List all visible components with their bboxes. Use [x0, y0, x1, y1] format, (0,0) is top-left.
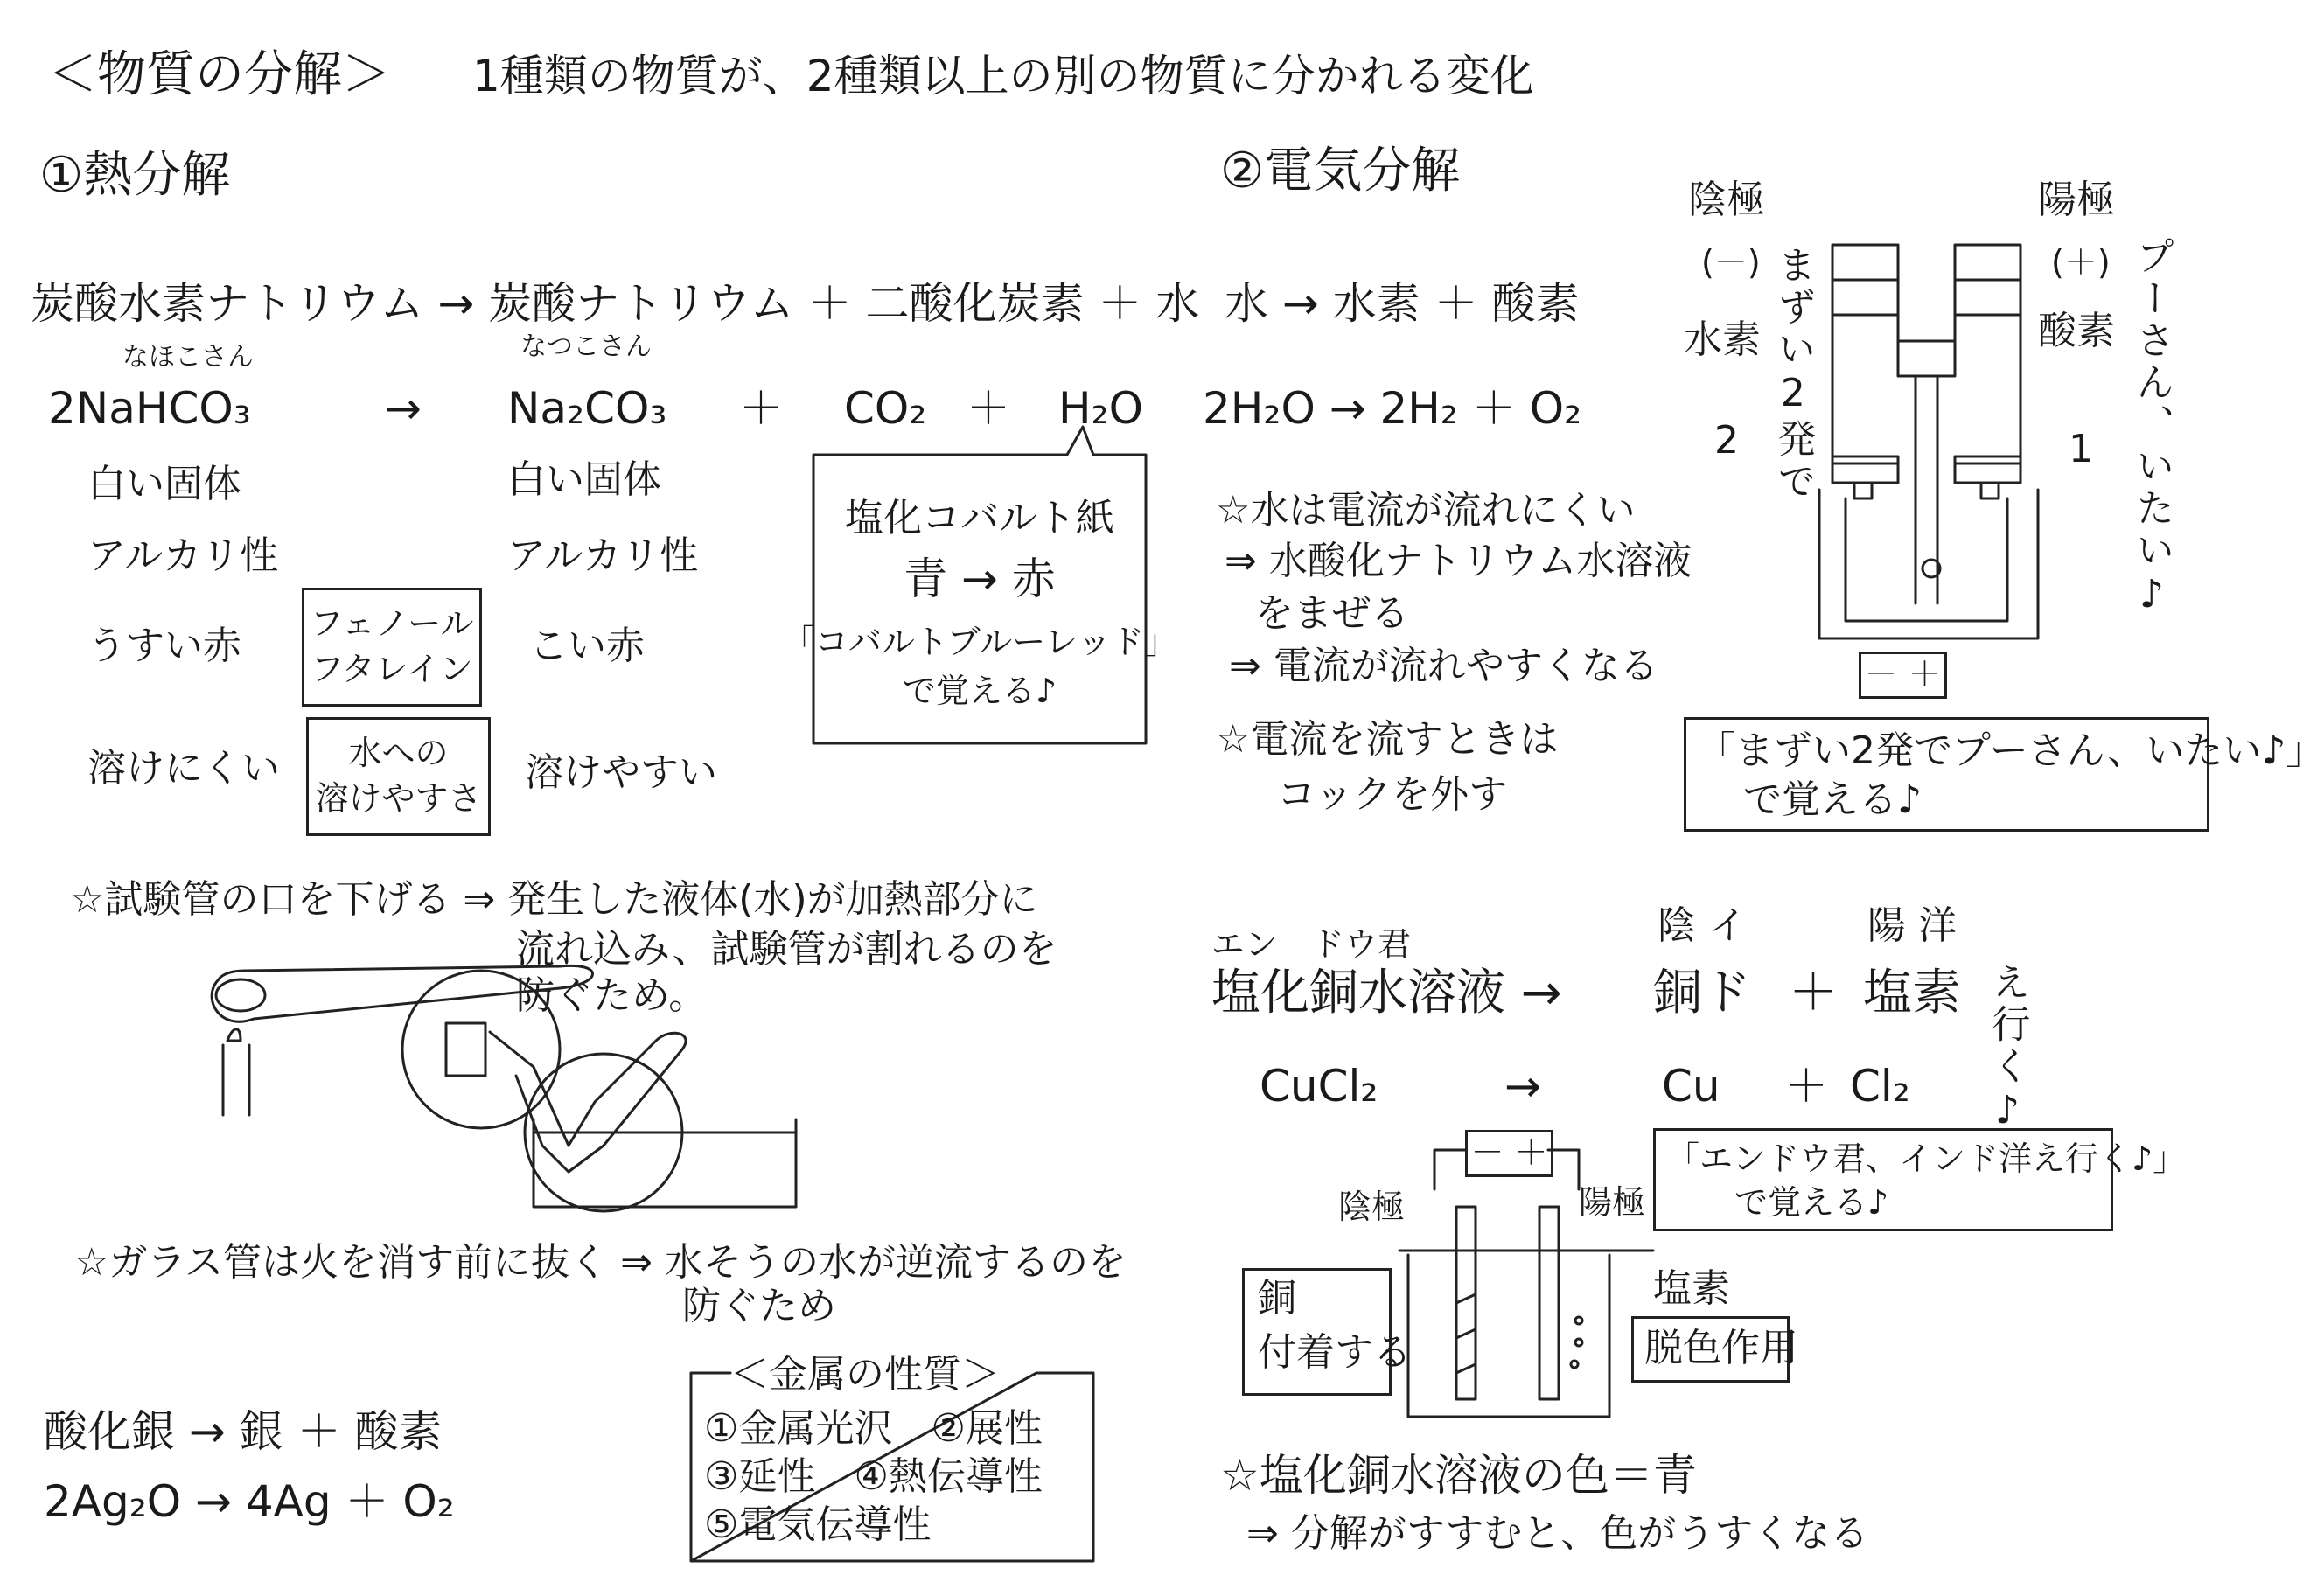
- right-prop-solubility: 溶けやすい: [525, 750, 717, 795]
- copper-product-copper: 銅ド: [1653, 965, 1751, 1021]
- copper-ruby-cathode: 陰 イ: [1658, 903, 1747, 948]
- testtube-note-line-2: 流れ込み、試験管が割れるのを: [516, 927, 1057, 972]
- silver-oxide-word-equation: 酸化銀 → 銀 ＋ 酸素: [44, 1406, 443, 1457]
- ruby-nahokosan: なほこさん: [122, 342, 254, 373]
- silver-oxide-formula: 2Ag₂O → 4Ag ＋ O₂: [44, 1476, 455, 1527]
- copper-label-2: 付着する: [1258, 1330, 1412, 1376]
- electro-note-4: ⇒ 電流が流れやすくなる: [1229, 644, 1658, 688]
- oxygen-ratio: 1: [2069, 427, 2093, 471]
- formula-co2: CO₂: [844, 383, 927, 434]
- formula-plus-1: ＋: [739, 383, 783, 434]
- copper-formula-plus: ＋: [1784, 1061, 1828, 1112]
- left-prop-solid: 白い固体: [87, 462, 241, 506]
- water-solubility-label-box: [306, 717, 491, 836]
- glass-tube-note-line-2: 防ぐため: [682, 1284, 836, 1328]
- copper-vertical-text: え行く♪: [1985, 962, 2030, 1136]
- ruby-natsukosan: なつこさん: [520, 331, 652, 362]
- electrolysis-mnemonic-2: で覚える♪: [1743, 777, 1923, 823]
- metal-properties-row-3: ⑤電気伝導性: [704, 1502, 932, 1547]
- testtube-note-line-3: 防ぐため。: [516, 973, 708, 1018]
- anode-plus: (＋): [2051, 243, 2111, 282]
- formula-reactant: 2NaHCO₃: [48, 383, 251, 434]
- copper-formula-reactant: CuCl₂: [1260, 1061, 1378, 1112]
- page-title: ＜物質の分解＞: [48, 46, 391, 103]
- copper-mnemonic-2: で覚える♪: [1734, 1182, 1889, 1222]
- cathode-label: 陰極: [1688, 178, 1765, 222]
- copper-anode-label: 陽極: [1579, 1183, 1646, 1222]
- metal-properties-row-1: ①金属光沢 ②展性: [704, 1406, 1043, 1451]
- electro-note-3: をまぜる: [1255, 591, 1409, 636]
- cobalt-line-3: 「コバルトブルーレッド」: [781, 622, 1178, 661]
- right-prop-alkaline: アルカリ性: [507, 533, 699, 578]
- water-formula: 2H₂O → 2H₂ ＋ O₂: [1203, 383, 1582, 434]
- h-tube-apparatus-sketch: [1819, 227, 2073, 700]
- definition-text: 1種類の物質が、2種類以上の別の物質に分かれる変化: [472, 51, 1534, 101]
- cobalt-line-4: で覚える♪: [902, 671, 1057, 710]
- copper-deposit-label-box: [1242, 1268, 1412, 1396]
- thermal-heading: ①熱分解: [39, 147, 231, 204]
- copper-mnemonic-box: [1653, 1128, 2187, 1231]
- mnemonic-vertical-left: まずい2発で: [1770, 245, 1816, 503]
- phenol-label-2: フタレイン: [311, 650, 473, 688]
- electro-note-6: コックを外す: [1277, 772, 1508, 817]
- cobalt-note: [781, 472, 1178, 735]
- thermal-word-equation: 炭酸水素ナトリウム → 炭酸ナトリウム ＋ 二酸化炭素 ＋ 水: [31, 278, 1200, 329]
- electro-battery: [1859, 652, 1947, 699]
- chlorine-bleach-label-box: [1631, 1316, 1798, 1383]
- heating-apparatus-sketch: [192, 944, 822, 1216]
- left-prop-solubility: 溶けにくい: [87, 746, 280, 791]
- mnemonic-vertical-right: プーさん、いたい♪: [2129, 236, 2174, 620]
- right-prop-solid: 白い固体: [507, 457, 661, 502]
- copper-formula-cu: Cu: [1662, 1061, 1720, 1112]
- copper-word-equation: 塩化銅水溶液 →: [1211, 965, 1562, 1021]
- copper-mnemonic-1: 「エンドウ君、インド洋え行く♪」: [1666, 1139, 2187, 1178]
- metal-properties-row-2: ③延性 ④熱伝導性: [704, 1454, 1043, 1499]
- oxygen-label: 酸素: [2038, 309, 2115, 353]
- copper-label-1: 銅: [1258, 1276, 1296, 1321]
- hydrogen-ratio: 2: [1714, 418, 1739, 463]
- copper-word-plus: ＋: [1789, 965, 1838, 1021]
- copper-cathode-label: 陰極: [1338, 1188, 1406, 1226]
- right-prop-color: こい赤: [529, 624, 645, 668]
- copper-formula-cl2: Cl₂: [1850, 1061, 1910, 1112]
- copper-chloride-apparatus-sketch: [1391, 1133, 1662, 1434]
- copper-note-1: ☆塩化銅水溶液の色＝青: [1220, 1450, 1697, 1501]
- cobalt-line-1: 塩化コバルト紙: [845, 495, 1114, 540]
- copper-formula-arrow: →: [1504, 1061, 1541, 1112]
- anode-label: 陽極: [2038, 178, 2115, 222]
- formula-plus-2: ＋: [967, 383, 1010, 434]
- copper-product-chlorine: 塩素: [1863, 965, 1961, 1021]
- left-prop-alkaline: アルカリ性: [87, 533, 279, 578]
- phenolphthalein-label-box: [302, 588, 482, 707]
- copper-note-2: ⇒ 分解がすすむと、色がうすくなる: [1246, 1511, 1869, 1556]
- electro-note-1: ☆水は電流が流れにくい: [1216, 488, 1636, 533]
- formula-arrow: →: [385, 383, 422, 434]
- chlorine-label-2: 脱色作用: [1644, 1326, 1798, 1370]
- glass-tube-note-line-1: ☆ガラス管は火を消す前に抜く ⇒ 水そうの水が逆流するのを: [74, 1240, 1127, 1285]
- formula-na2co3: Na₂CO₃: [507, 383, 667, 434]
- electrolysis-heading: ②電気分解: [1220, 143, 1461, 199]
- cobalt-line-2: 青 → 赤: [904, 553, 1056, 604]
- phenol-label-1: フェノール: [310, 604, 474, 644]
- copper-battery-label: － ＋: [1470, 1133, 1548, 1173]
- cathode-minus: (－): [1701, 243, 1761, 282]
- electro-battery-label: － ＋: [1864, 655, 1942, 694]
- water-label-1: 水への: [348, 734, 449, 773]
- electrolysis-mnemonic-box: [1684, 717, 2324, 832]
- copper-ruby-endo: エン ドウ君: [1211, 925, 1412, 964]
- electro-note-2: ⇒ 水酸化ナトリウム水溶液: [1225, 539, 1692, 583]
- chlorine-label-1: 塩素: [1653, 1266, 1730, 1311]
- copper-ruby-anode: 陽 洋: [1867, 903, 1957, 948]
- testtube-note-line-1: ☆試験管の口を下げる ⇒ 発生した液体(水)が加熱部分に: [70, 877, 1038, 922]
- electrolysis-mnemonic-1: 「まずい2発でプーさん、いたい♪」: [1697, 728, 2324, 773]
- formula-h2o: H₂O: [1058, 383, 1143, 434]
- water-label-2: 溶けやすさ: [315, 779, 482, 818]
- left-prop-color: うすい赤: [87, 624, 241, 668]
- water-word-equation: 水 → 水素 ＋ 酸素: [1225, 278, 1580, 329]
- hydrogen-label: 水素: [1684, 317, 1761, 362]
- electro-note-5: ☆電流を流すときは: [1216, 717, 1559, 762]
- metal-properties-title: ＜金属の性質＞: [730, 1352, 1000, 1397]
